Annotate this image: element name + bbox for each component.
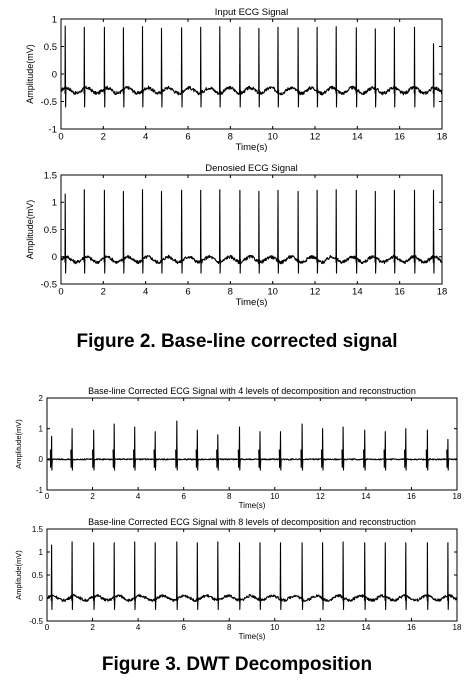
- y-axis-label: Amplitude(mV): [14, 550, 23, 600]
- y-tick-label: -1: [48, 124, 57, 136]
- chart-4: [14, 517, 462, 641]
- x-tick-label: 10: [270, 623, 280, 632]
- y-tick-label: 1.5: [31, 524, 43, 534]
- y-tick-label: 2: [38, 393, 43, 403]
- y-axis-label: Amplitude(mV): [25, 199, 35, 260]
- plot-frame: [47, 529, 457, 621]
- x-tick-label: 10: [267, 286, 278, 298]
- x-tick-label: 4: [143, 131, 149, 143]
- x-tick-label: 18: [436, 286, 448, 298]
- plot-frame: [47, 398, 457, 490]
- y-tick-label: 1: [38, 424, 43, 434]
- plot-frame: [61, 175, 442, 284]
- y-tick-label: 0: [38, 593, 43, 603]
- x-tick-label: 18: [452, 623, 462, 632]
- figure-3-caption: Figure 3. DWT Decomposition: [101, 654, 373, 675]
- x-tick-label: 8: [226, 492, 232, 501]
- x-tick-label: 12: [315, 492, 325, 501]
- x-tick-label: 6: [185, 131, 191, 143]
- y-axis-label: Amplitude(mV): [25, 44, 35, 104]
- x-axis-label: Time(s): [238, 632, 266, 641]
- y-tick-label: 0.5: [43, 224, 57, 236]
- y-tick-label: 0.5: [43, 41, 57, 53]
- chart-title: Input ECG Signal: [214, 7, 289, 18]
- x-axis-label: Time(s): [235, 297, 268, 308]
- x-tick-label: 2: [100, 286, 106, 298]
- x-tick-label: 12: [309, 286, 321, 298]
- y-axis-label: Amplitude(mV): [14, 419, 23, 469]
- chart-title: Base-line Corrected ECG Signal with 8 levels of decomposition and reconstruction: [88, 517, 416, 527]
- x-tick-label: 0: [44, 492, 50, 501]
- x-tick-label: 10: [267, 131, 278, 143]
- x-tick-label: 10: [270, 492, 280, 501]
- x-tick-label: 4: [135, 492, 141, 501]
- x-tick-label: 8: [227, 286, 233, 298]
- x-tick-label: 8: [227, 131, 233, 143]
- y-tick-label: 1: [38, 547, 43, 557]
- y-tick-label: 0: [51, 69, 57, 81]
- x-tick-label: 6: [185, 286, 191, 298]
- x-tick-label: 18: [436, 131, 448, 143]
- x-tick-label: 14: [361, 623, 371, 632]
- ecg-signal-line: [47, 421, 457, 470]
- y-tick-label: 0.5: [31, 570, 43, 580]
- x-tick-label: 2: [90, 492, 95, 501]
- chart-title: Base-line Corrected ECG Signal with 4 levels of decomposition and reconstruction: [88, 386, 416, 396]
- x-tick-label: 14: [352, 131, 363, 143]
- x-tick-label: 14: [361, 492, 371, 501]
- y-tick-label: 0: [38, 455, 43, 465]
- chart-title: Denosied ECG Signal: [205, 163, 298, 174]
- y-tick-label: -0.5: [40, 96, 57, 108]
- x-tick-label: 2: [90, 623, 95, 632]
- x-tick-label: 2: [100, 131, 106, 143]
- x-tick-label: 16: [406, 623, 416, 632]
- y-tick-label: 1: [51, 14, 57, 26]
- y-tick-label: -0.5: [40, 279, 57, 291]
- x-tick-label: 0: [58, 131, 64, 143]
- x-axis-label: Time(s): [235, 142, 268, 153]
- y-tick-label: 1.5: [43, 170, 57, 182]
- plot-frame: [61, 19, 442, 129]
- x-tick-label: 16: [394, 286, 405, 298]
- y-tick-label: 0: [51, 252, 57, 264]
- y-tick-label: -0.5: [29, 616, 43, 626]
- x-tick-label: 18: [452, 492, 462, 501]
- x-tick-label: 8: [226, 623, 232, 632]
- ecg-signal-line: [61, 190, 442, 273]
- chart-2: [25, 163, 447, 308]
- y-tick-label: 1: [51, 197, 57, 209]
- x-tick-label: 14: [352, 286, 363, 298]
- x-tick-label: 12: [315, 623, 325, 632]
- x-tick-label: 6: [181, 623, 186, 632]
- x-tick-label: 4: [135, 623, 141, 632]
- x-axis-label: Time(s): [238, 501, 266, 510]
- chart-1: [25, 7, 447, 153]
- ecg-signal-line: [61, 26, 442, 107]
- x-tick-label: 6: [181, 492, 186, 501]
- x-tick-label: 16: [406, 492, 416, 501]
- figure-2-caption: Figure 2. Base-line corrected signal: [76, 331, 398, 352]
- x-tick-label: 12: [309, 131, 321, 143]
- x-tick-label: 0: [44, 623, 50, 632]
- x-tick-label: 0: [58, 286, 64, 298]
- ecg-signal-line: [47, 542, 457, 610]
- x-tick-label: 4: [143, 286, 149, 298]
- chart-3: [14, 386, 462, 510]
- x-tick-label: 16: [394, 131, 405, 143]
- y-tick-label: -1: [35, 485, 43, 495]
